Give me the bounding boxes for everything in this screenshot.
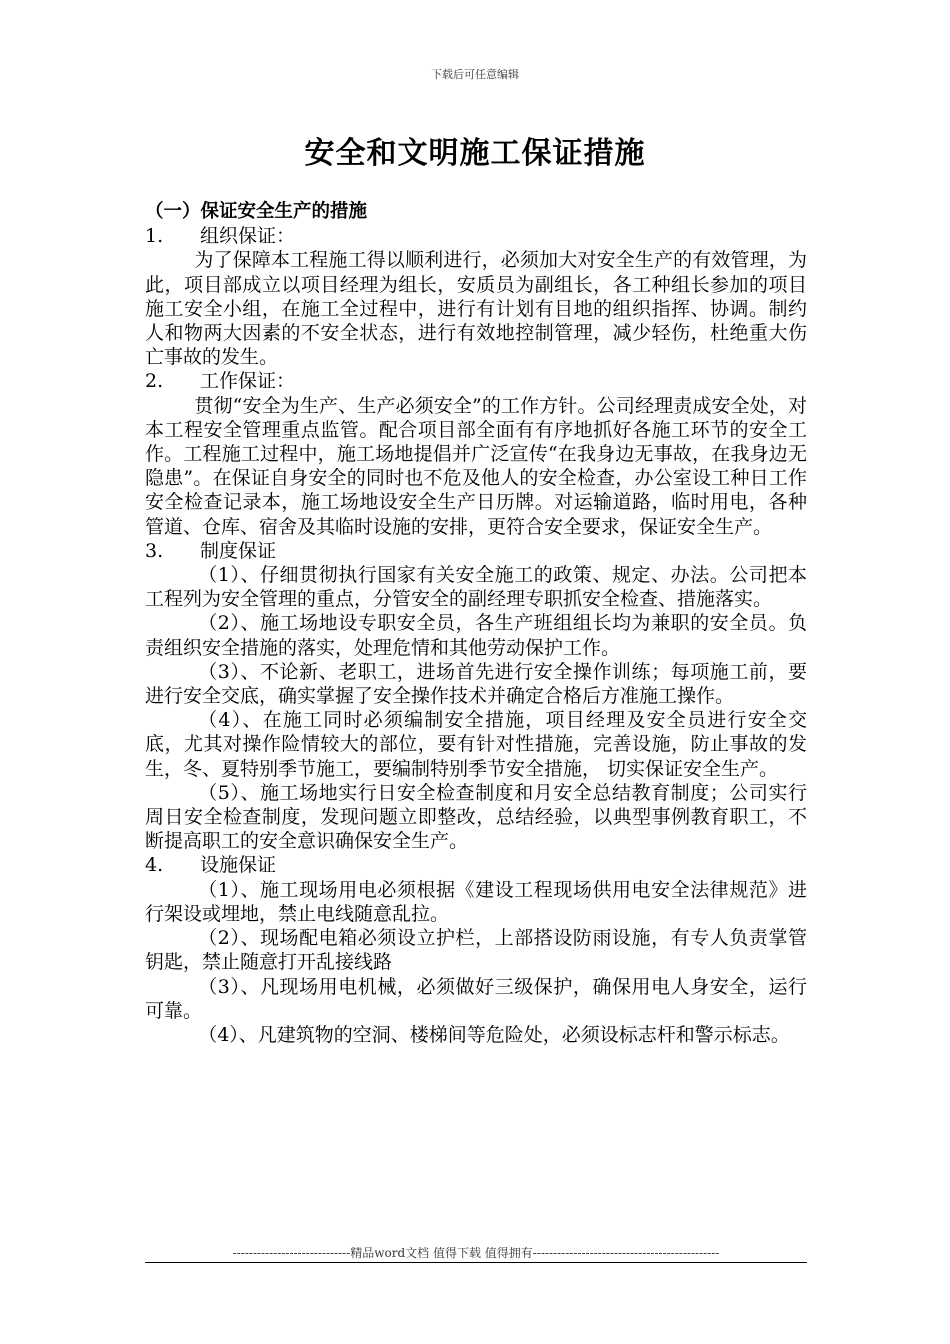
page-footer: -----------------------------精品word文档 值得下载 值得拥有---------------------------------------------- xyxy=(232,1246,720,1260)
item-label: 设施保证 xyxy=(200,854,277,877)
paragraph: （1）、施工现场用电必须根据《建设工程现场供用电安全法律规范》进行架设或埋地，禁止电线随意乱拉。 xyxy=(145,878,807,925)
item-heading-1 xyxy=(145,224,807,248)
paragraph: （2）、现场配电箱必须设立护栏，上部搭设防雨设施，有专人负责掌管钥匙，禁止随意打开乱接线路 xyxy=(145,927,807,974)
paragraph: （1）、仔细贯彻执行国家有关安全施工的政策、规定、办法。公司把本工程列为安全管理的重点，分管安全的副经理专职抓安全检查、措施落实。 xyxy=(145,564,807,611)
item-label: 制度保证 xyxy=(200,539,277,562)
paragraph: （4）、凡建筑物的空洞、楼梯间等危险处，必须设标志杆和警示标志。 xyxy=(198,1023,790,1046)
document-body xyxy=(145,200,807,1047)
item-label: 工作保证： xyxy=(200,370,296,393)
paragraph: （4）、在施工同时必须编制安全措施，项目经理及安全员进行安全交底，尤其对操作险情较大的部位，要有针对性措施，完善设施，防止事故的发生，冬、夏特别季节施工，要编制特别季节安全措施， 切实保证安全生产。 xyxy=(145,709,807,780)
item-number: 3. xyxy=(145,539,164,562)
item-label: 组织保证： xyxy=(200,225,296,248)
footer-divider xyxy=(145,1262,807,1263)
paragraph: （3）、不论新、老职工，进场首先进行安全操作训练；每项施工前，要进行安全交底，确实掌握了安全操作技术并确定合格后方准施工操作。 xyxy=(145,660,807,708)
item-heading-4 xyxy=(145,853,807,877)
item-number: 4. xyxy=(145,854,164,877)
page-header: 下载后可任意编辑 xyxy=(431,68,519,81)
paragraph: （5）、施工场地实行日安全检查制度和月安全总结教育制度；公司实行周日安全检查制度，发现问题立即整改，总结经验，以典型事例教育职工，不断提高职工的安全意识确保安全生产。 xyxy=(145,781,807,853)
paragraph: （3）、凡现场用电机械，必须做好三级保护，确保用电人身安全，运行可靠。 xyxy=(145,975,807,1022)
item-heading-2 xyxy=(145,369,807,393)
document-title: 安全和文明施工保证措施 xyxy=(304,136,646,171)
paragraph: 为了保障本工程施工得以顺利进行，必须加大对安全生产的有效管理，为此，项目部成立以项目经理为组长，安质员为副组长，各工种组长参加的项目施工安全小组，在施工全过程中，进行有计划有目地的组织指挥、协调。制约人和物两大因素的不安全状态，进行有效地控制管理，减少轻伤，杜绝重大伤亡事故的发生。 xyxy=(145,249,807,369)
item-number: 1. xyxy=(145,225,164,248)
paragraph: 贯彻“安全为生产、生产必须安全”的工作方针。公司经理责成安全处，对本工程安全管理重点监管。配合项目部全面有有序地抓好各施工环节的安全工作。工程施工过程中，施工场地提倡并广泛宣传“在我身边无事故，在我身边无隐患”。在保证自身安全的同时也不危及他人的安全检查，办公室设工种日工作安全检查记录本，施工场地设安全生产日历牌。对运输道路，临时用电，各种管道、仓库、宿舍及其临时设施的安排，更符合安全要求，保证安全生产。 xyxy=(145,394,807,538)
item-heading-3 xyxy=(145,539,807,563)
paragraph: （2）、施工场地设专职安全员，各生产班组组长均为兼职的安全员。负责组织安全措施的落实，处理危情和其他劳动保护工作。 xyxy=(145,612,807,659)
section-heading: （一）保证安全生产的措施 xyxy=(145,201,368,222)
item-number: 2. xyxy=(145,370,164,393)
